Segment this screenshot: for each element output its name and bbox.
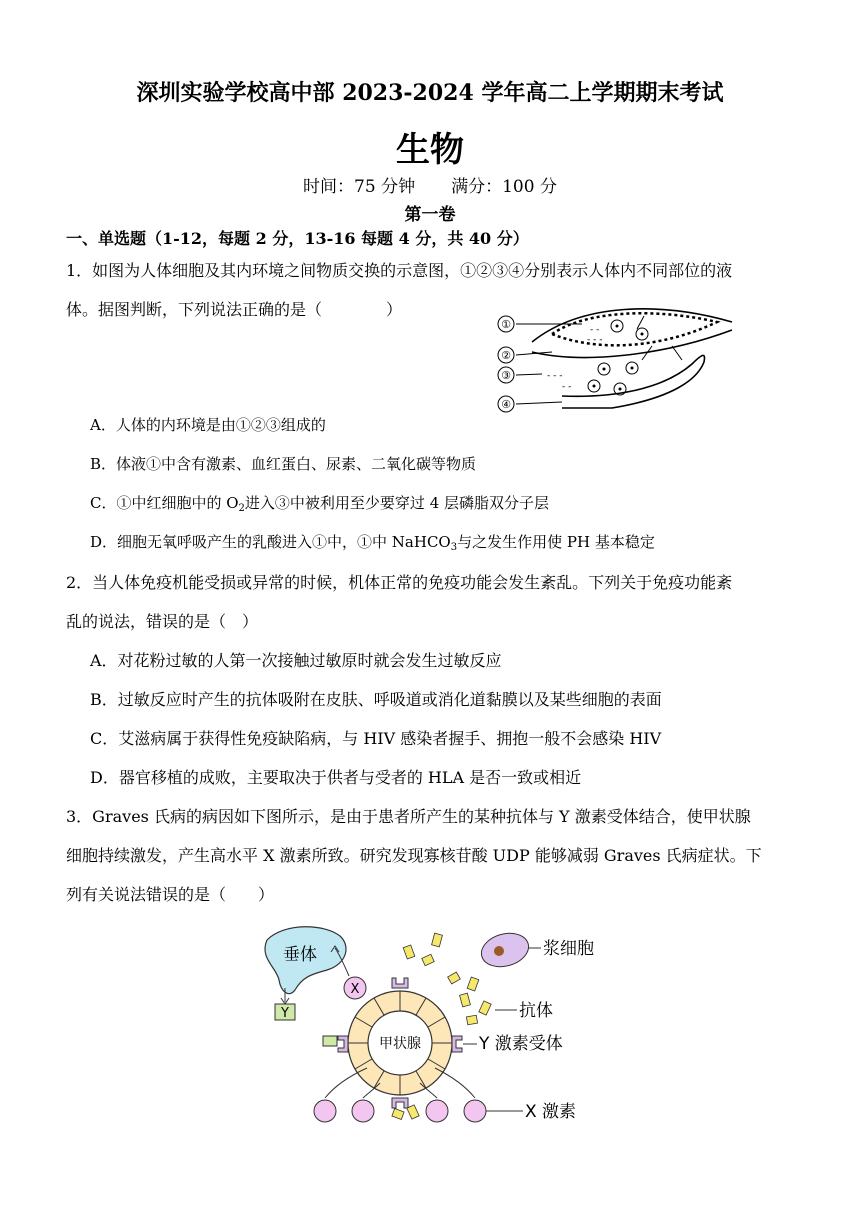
q1-stem-line2: 体。据图判断，下列说法正确的是（ ） <box>66 300 403 319</box>
q2-stem-line1: 2．当人体免疫机能受损或异常的时候，机体正常的免疫功能会发生紊乱。下列关于免疫功能紊 <box>66 573 733 592</box>
svg-text:- -: - - <box>590 325 600 335</box>
q3-figure <box>255 918 605 1138</box>
x-circle-label: X <box>350 982 360 997</box>
svg-text:③: ③ <box>501 369 511 382</box>
section-heading: 一、单选题（1-12，每题 2 分，13-16 每题 4 分，共 40 分） <box>66 229 529 248</box>
q1-figure <box>492 294 742 418</box>
plasma-cell-label: 浆细胞 <box>543 939 594 959</box>
thyroid-label: 甲状腺 <box>379 1036 421 1052</box>
x-hormone-label: X 激素 <box>525 1102 577 1122</box>
q3-stem-line2: 细胞持续激发，产生高水平 X 激素所致。研究发现寡核苷酸 UDP 能够减弱 Graves 氏病症状。下 <box>66 846 762 865</box>
q3-stem-line1: 3．Graves 氏病的病因如下图所示，是由于患者所产生的某种抗体与 Y 激素受体结合，使甲状腺 <box>66 807 751 826</box>
volume-label: 第一卷 <box>404 205 456 225</box>
svg-text:①: ① <box>501 318 511 331</box>
q1-option-b: B．体液①中含有激素、血红蛋白、尿素、二氧化碳等物质 <box>90 455 477 473</box>
q1-stem-line1: 1．如图为人体细胞及其内环境之间物质交换的示意图，①②③④分别表示人体内不同部位的液 <box>66 261 733 280</box>
svg-text:- - -: - - - <box>547 371 563 381</box>
q1-option-d: D．细胞无氧呼吸产生的乳酸进入①中，①中 NaHCO$_3$与之发生作用使 PH 基本稳定 <box>90 533 655 553</box>
figure-label-4 <box>498 396 514 412</box>
q2-option-d: D．器官移植的成败，主要取决于供者与受者的 HLA 是否一致或相近 <box>90 768 582 787</box>
exam-info <box>0 172 860 197</box>
figure-label-2 <box>498 347 514 363</box>
exam-title: 深圳实验学校高中部 2023-2024 学年高二上学期期末考试 <box>136 80 724 106</box>
q2-option-b: B．过敏反应时产生的抗体吸附在皮肤、呼吸道或消化道黏膜以及某些细胞的表面 <box>90 690 662 709</box>
lymph-vessel <box>562 355 705 408</box>
q1-option-c: C．①中红细胞中的 $O_2$进入③中被利用至少要穿过 4 层磷脂双分子层 <box>90 494 550 514</box>
svg-text:- - -: - - - <box>587 335 603 345</box>
figure-label-1 <box>498 316 514 332</box>
svg-text:②: ② <box>501 349 511 362</box>
svg-text:- -: - - <box>562 382 572 392</box>
q2-stem-line2: 乱的说法，错误的是（ ） <box>66 612 259 631</box>
subject-title: 生物 <box>396 130 464 170</box>
receptor-label: Y 激素受体 <box>479 1034 563 1054</box>
antibody-label: 抗体 <box>519 1001 553 1021</box>
y-box-label: Y <box>281 1006 289 1021</box>
figure-label-3 <box>498 367 514 383</box>
q2-option-a: A．对花粉过敏的人第一次接触过敏原时就会发生过敏反应 <box>90 651 502 670</box>
q1-option-a: A．人体的内环境是由①②③组成的 <box>90 416 326 434</box>
q2-option-c: C．艾滋病属于获得性免疫缺陷病，与 HIV 感染者握手、拥抱一般不会感染 HIV <box>90 729 662 748</box>
exam-time: 时间：75 分钟 <box>303 177 416 197</box>
q3-stem-line3: 列有关说法错误的是（ ） <box>66 885 275 904</box>
capillary-vessel <box>532 309 732 358</box>
exam-score: 满分：100 分 <box>451 177 557 197</box>
pituitary-label: 垂体 <box>283 945 317 965</box>
svg-text:④: ④ <box>501 398 511 411</box>
